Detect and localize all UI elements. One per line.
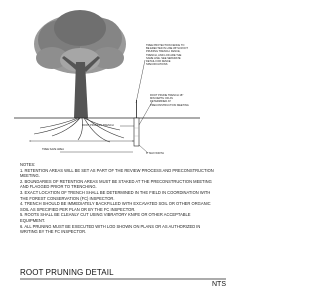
callout-line: SPECIFICATIONS (146, 63, 168, 67)
tree-diagram (0, 0, 232, 160)
note-item: 1. RETENTION AREAS WILL BE SET AS PART OF THE REVIEW PROCESS AND PRECONSTRUCTION MEETING. (20, 167, 214, 179)
scale-label: NTS (212, 281, 226, 288)
root-pruning-trench-label: ROOT PRUNING TRENCH (82, 124, 114, 127)
note-item: 4. TRENCH SHOULD BE IMMEDIATELY BACKFILLED WITH EXCAVATED SOIL OR OTHER ORGANIC SOIL AS SPECIFIED PER PLAN OR BY THE FC INSPECTOR. (20, 201, 211, 212)
title-underline (20, 278, 226, 280)
root-system-icon (34, 118, 124, 142)
callout-line: MIN DEPTH OR AS (150, 97, 173, 101)
trench-icon (134, 118, 139, 146)
callout-line: DETAIL FOR FENCE (146, 60, 171, 64)
root-prune-trench-callout (150, 94, 189, 107)
tree-protection-callout (146, 44, 188, 66)
note-item: 5. ROOTS SHALL BE CLEANLY CUT USING VIBRATORY KNIFE OR OTHER ACCEPTABLE EQUIPMENT. (20, 212, 191, 223)
callout-line: BE ERECTED IN LINE WITH ROOT (146, 47, 188, 51)
callout-line: ROOT PRUNE TRENCH 18" (150, 94, 184, 97)
callout-line: SAME LINE. SEE SEPARATE (146, 56, 181, 60)
callout-line: PRECONSTRUCTION MEETING (150, 103, 189, 107)
notes-block (20, 162, 216, 235)
callout-line: TRENCH, AND LOD ARE THE (146, 53, 182, 57)
callout-line: DETERMINED AT (150, 100, 171, 104)
note-item: 2. BOUNDARIES OF RETENTION AREAS MUST BE STAKED AT THE PRECONSTRUCTION MEETING AND FLAGGED PRIOR TO TRENCHING. (20, 178, 212, 190)
note-item: 3. EXACT LOCATION OF TRENCH SHALL BE DETERMINED IN THE FIELD IN COORDINATION WITH THE FOREST CONSERVATION (FC) INSPECTOR. (20, 189, 211, 201)
tree-save-area-label: TREE SAVE AREA (42, 148, 65, 151)
detail-title: ROOT PRUNING DETAIL (20, 268, 114, 277)
note-item: 6. ALL PRUNING MUST BE EXECUTED WITH LOD SHOWN ON PLANS OR AS AUTHORIZED IN WRITING BY THE FC INSPECTOR. (20, 223, 201, 235)
callout-line: PRUNING TRENCH. FENCE, (146, 50, 181, 54)
max-width-label: 6" MAX WIDTH (146, 152, 164, 155)
leader-lines (30, 60, 152, 153)
notes-heading: NOTES: (20, 162, 36, 167)
callout-line: TREE PROTECTION FENCE TO (146, 44, 185, 47)
